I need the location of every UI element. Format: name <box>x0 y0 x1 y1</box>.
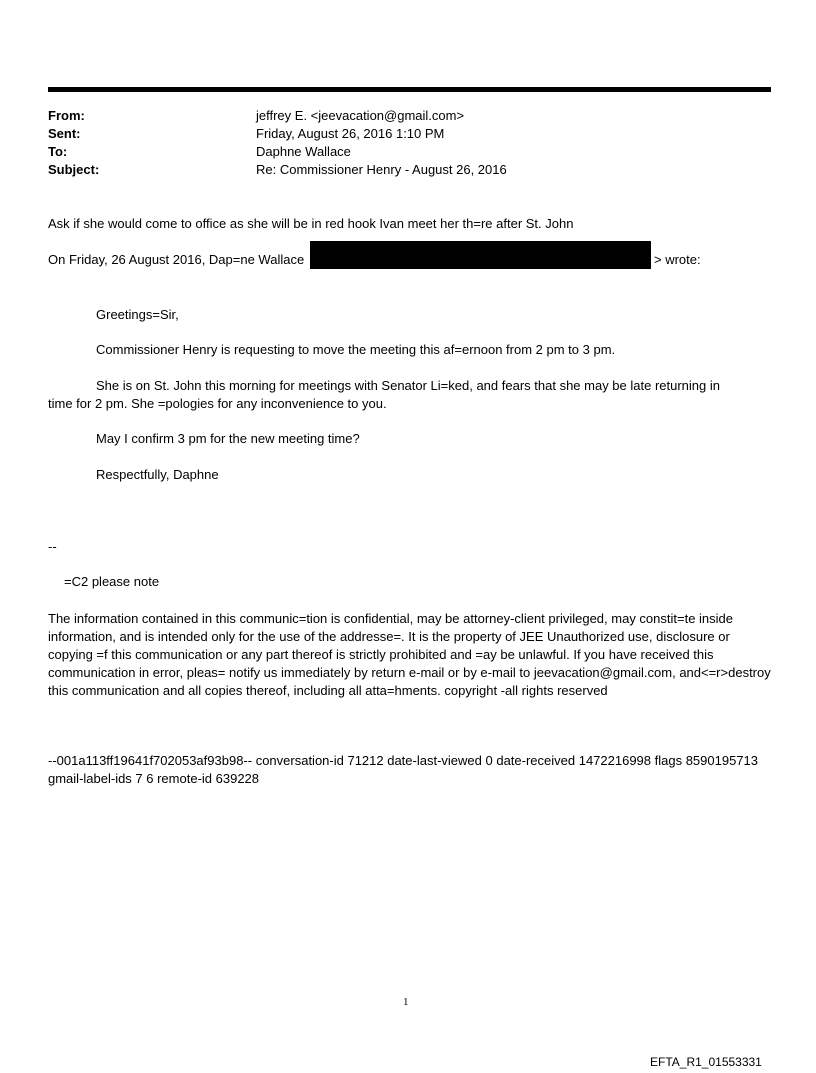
to-value: Daphne Wallace <box>256 144 351 159</box>
paragraph-2-line-1: She is on St. John this morning for meetings with Senator Li=ked, and fears that she may be late returning in <box>96 378 720 393</box>
header-rule <box>48 87 771 92</box>
disclaimer: The information contained in this communic=tion is confidential, may be attorney-client privileged, may constit=te inside information, and is intended only for the use of the addresse=. It is the property of JEE Unauthorized use, disclosure or copying =f this communication or any part thereof is strictly prohibited and =ay be unlawful. If you have received this communication in error, pleas= notify us immediately by return e-mail or by e-mail to jeevacation@gmail.com, and<=r>destroy this communication and all copies thereof, including all atta=hments. copyright -all rights reserved <box>48 611 771 698</box>
sent-value: Friday, August 26, 2016 1:10 PM <box>256 126 445 141</box>
to-label: To: <box>48 144 68 159</box>
greeting: Greetings=Sir, <box>96 307 179 322</box>
paragraph-2-line-2: time for 2 pm. She =pologies for any inconvenience to you. <box>48 396 387 411</box>
note-line: =C2 please note <box>64 574 160 589</box>
subject-value: Re: Commissioner Henry - August 26, 2016 <box>256 162 507 177</box>
reply-text: Ask if she would come to office as she will be in red hook Ivan meet her th=re after St. John <box>48 216 574 231</box>
page-number: 1 <box>403 996 409 1008</box>
signature-separator: -- <box>48 539 57 554</box>
signoff: Respectfully, Daphne <box>96 467 219 482</box>
message-metadata: --001a113ff19641f702053af93b98-- conversation-id 71212 date-last-viewed 0 date-received 1472216998 flags 8590195713 gmail-label-ids 7 6 remote-id 639228 <box>48 753 758 786</box>
paragraph-3: May I confirm 3 pm for the new meeting time? <box>96 431 360 446</box>
redaction-block <box>310 241 651 269</box>
sent-label: Sent: <box>48 126 81 141</box>
from-label: From: <box>48 108 85 123</box>
quote-intro: On Friday, 26 August 2016, Dap=ne Wallace <box>48 252 305 267</box>
subject-label: Subject: <box>48 162 100 177</box>
from-value: jeffrey E. <jeevacation@gmail.com> <box>256 108 465 123</box>
document-id: EFTA_R1_01553331 <box>650 1055 762 1069</box>
paragraph-1: Commissioner Henry is requesting to move the meeting this af=ernoon from 2 pm to 3 pm. <box>96 342 616 357</box>
quote-intro-end: > wrote: <box>654 252 701 267</box>
